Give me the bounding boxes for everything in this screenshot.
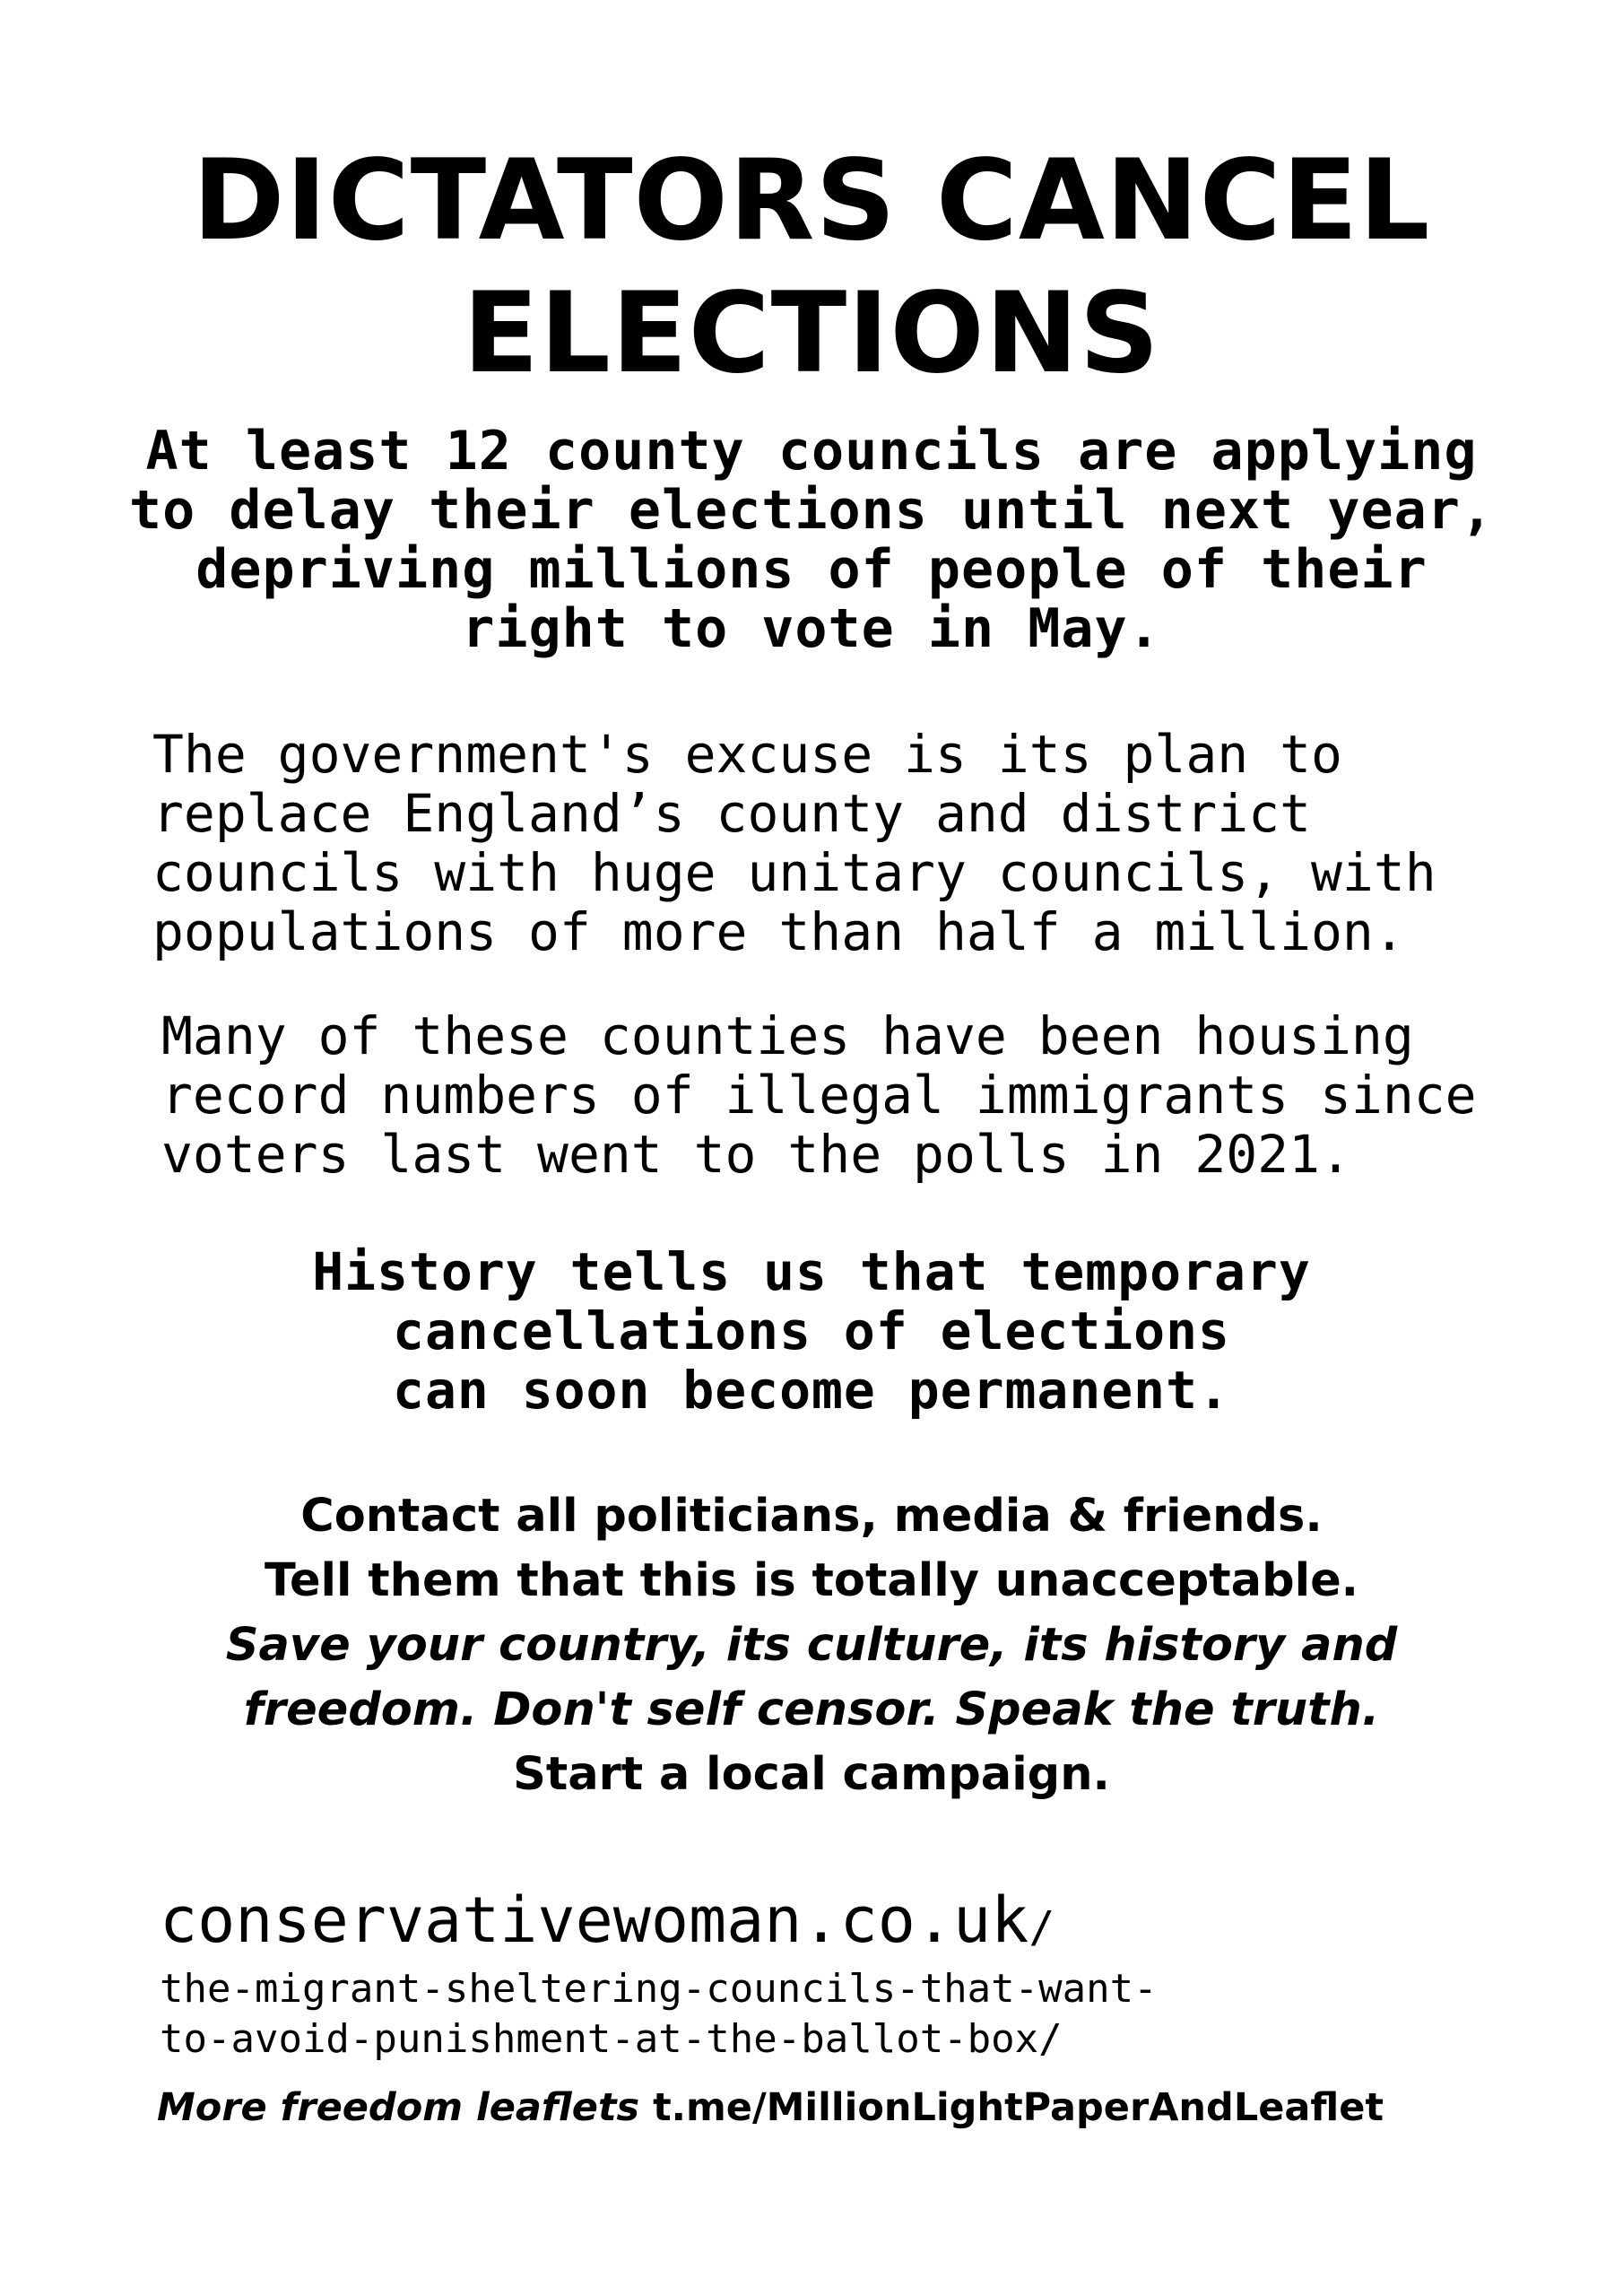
paragraph-line: record numbers of illegal immigrants since (161, 1065, 1477, 1126)
title-line-1: DICTATORS CANCEL (192, 136, 1431, 265)
footer (157, 2083, 1384, 2133)
government-excuse-paragraph (152, 725, 1436, 961)
counties-paragraph (161, 1006, 1477, 1184)
source-path-line-2[interactable]: to-avoid-punishment-at-the-ballot-box/ (160, 2016, 1063, 2062)
source-domain[interactable] (160, 1883, 1158, 1964)
paragraph-line: The government's excuse is its plan to (152, 724, 1342, 785)
intro-statement (90, 422, 1533, 658)
cta-line: Start a local campaign. (513, 1748, 1110, 1801)
history-line: cancellations of elections (393, 1300, 1230, 1361)
paragraph-line: voters last went to the polls in 2021. (161, 1124, 1351, 1185)
cta-line: Tell them that this is totally unacceptable. (264, 1554, 1359, 1607)
intro-line: right to vote in May. (462, 597, 1161, 660)
cta-line: Contact all politicians, media & friends. (300, 1490, 1323, 1543)
paragraph-line: Many of these counties have been housing (161, 1005, 1414, 1066)
cta-line: freedom. Don't self censor. Speak the truth. (243, 1683, 1380, 1736)
paragraph-line: populations of more than half a million. (152, 901, 1405, 962)
history-line: History tells us that temporary (312, 1241, 1311, 1302)
history-line: can soon become permanent. (393, 1360, 1230, 1421)
intro-line: depriving millions of people of their (195, 538, 1428, 601)
title-line-2: ELECTIONS (463, 269, 1160, 398)
history-statement (90, 1242, 1533, 1420)
intro-line: At least 12 county councils are applying (145, 420, 1478, 483)
paragraph-line: replace England’s county and district (152, 783, 1312, 844)
source-path-line-1[interactable]: the-migrant-sheltering-councils-that-want- (160, 1966, 1158, 2012)
call-to-action (72, 1484, 1551, 1807)
cta-line: Save your country, its culture, its history and (225, 1619, 1398, 1672)
source-domain-text[interactable]: conservativewoman.co.uk (160, 1883, 1029, 1957)
source-domain-slash[interactable]: / (1028, 1902, 1055, 1952)
footer-link[interactable]: t.me/MillionLightPaperAndLeaflet (653, 2085, 1384, 2130)
source-link[interactable] (160, 1883, 1158, 2065)
intro-line: to delay their elections until next year, (128, 479, 1495, 542)
paragraph-line: councils with huge unitary councils, with (152, 842, 1436, 903)
leaflet-title (0, 135, 1623, 400)
footer-label: More freedom leaflets (157, 2085, 640, 2130)
